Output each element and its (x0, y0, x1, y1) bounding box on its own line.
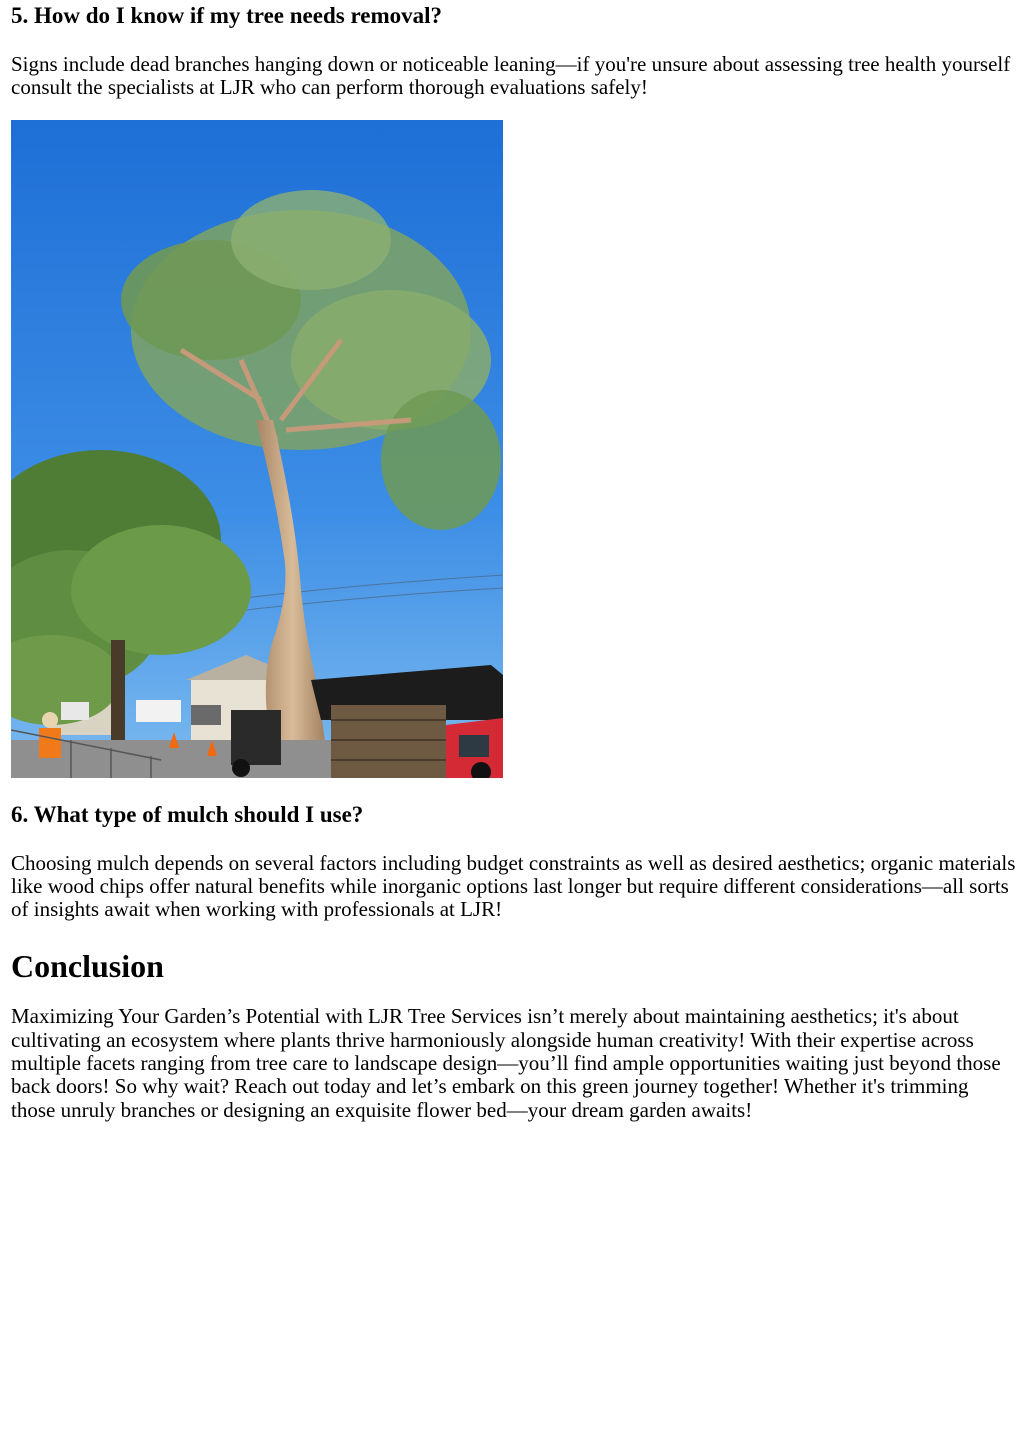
faq-heading-tree-removal: 5. How do I know if my tree needs removal? (11, 3, 443, 28)
tree-photo (11, 120, 503, 778)
worker (39, 712, 61, 758)
faq-heading-mulch: 6. What type of mulch should I use? (11, 801, 364, 827)
wood-chipper (231, 710, 281, 765)
conclusion-text: Maximizing Your Garden’s Potential with LJR Tree Services isn’t merely about maintaining aesthetics; it's about cultivating an ecosystem where plants thrive harmoniously alongside human creativity! With their expertise across multiple facets ranging from tree care to landscape design—you’ll find ample opportunities waiting just beyond those back doors! So why wait? Reach out today and let’s embark on this green journey together! Whether it's trimming those unruly branches or designing an exquisite flower bed—your dream garden awaits! (11, 1004, 1001, 1122)
faq-answer-mulch: Choosing mulch depends on several factors including budget constraints as well as desired aesthetics; organic materials like wood chips offer natural benefits while inorganic options last longer but require different considerations—all sorts of insights await when working with professionals at LJR! (11, 850, 1016, 922)
conclusion-heading: Conclusion (11, 948, 164, 985)
article-content (11, 0, 1017, 1122)
faq-answer-tree-removal: Signs include dead branches hanging down or noticeable leaning—if you're unsure about assessing tree health yourself consult the specialists at LJR who can perform thorough evaluations safely! (11, 52, 1011, 100)
